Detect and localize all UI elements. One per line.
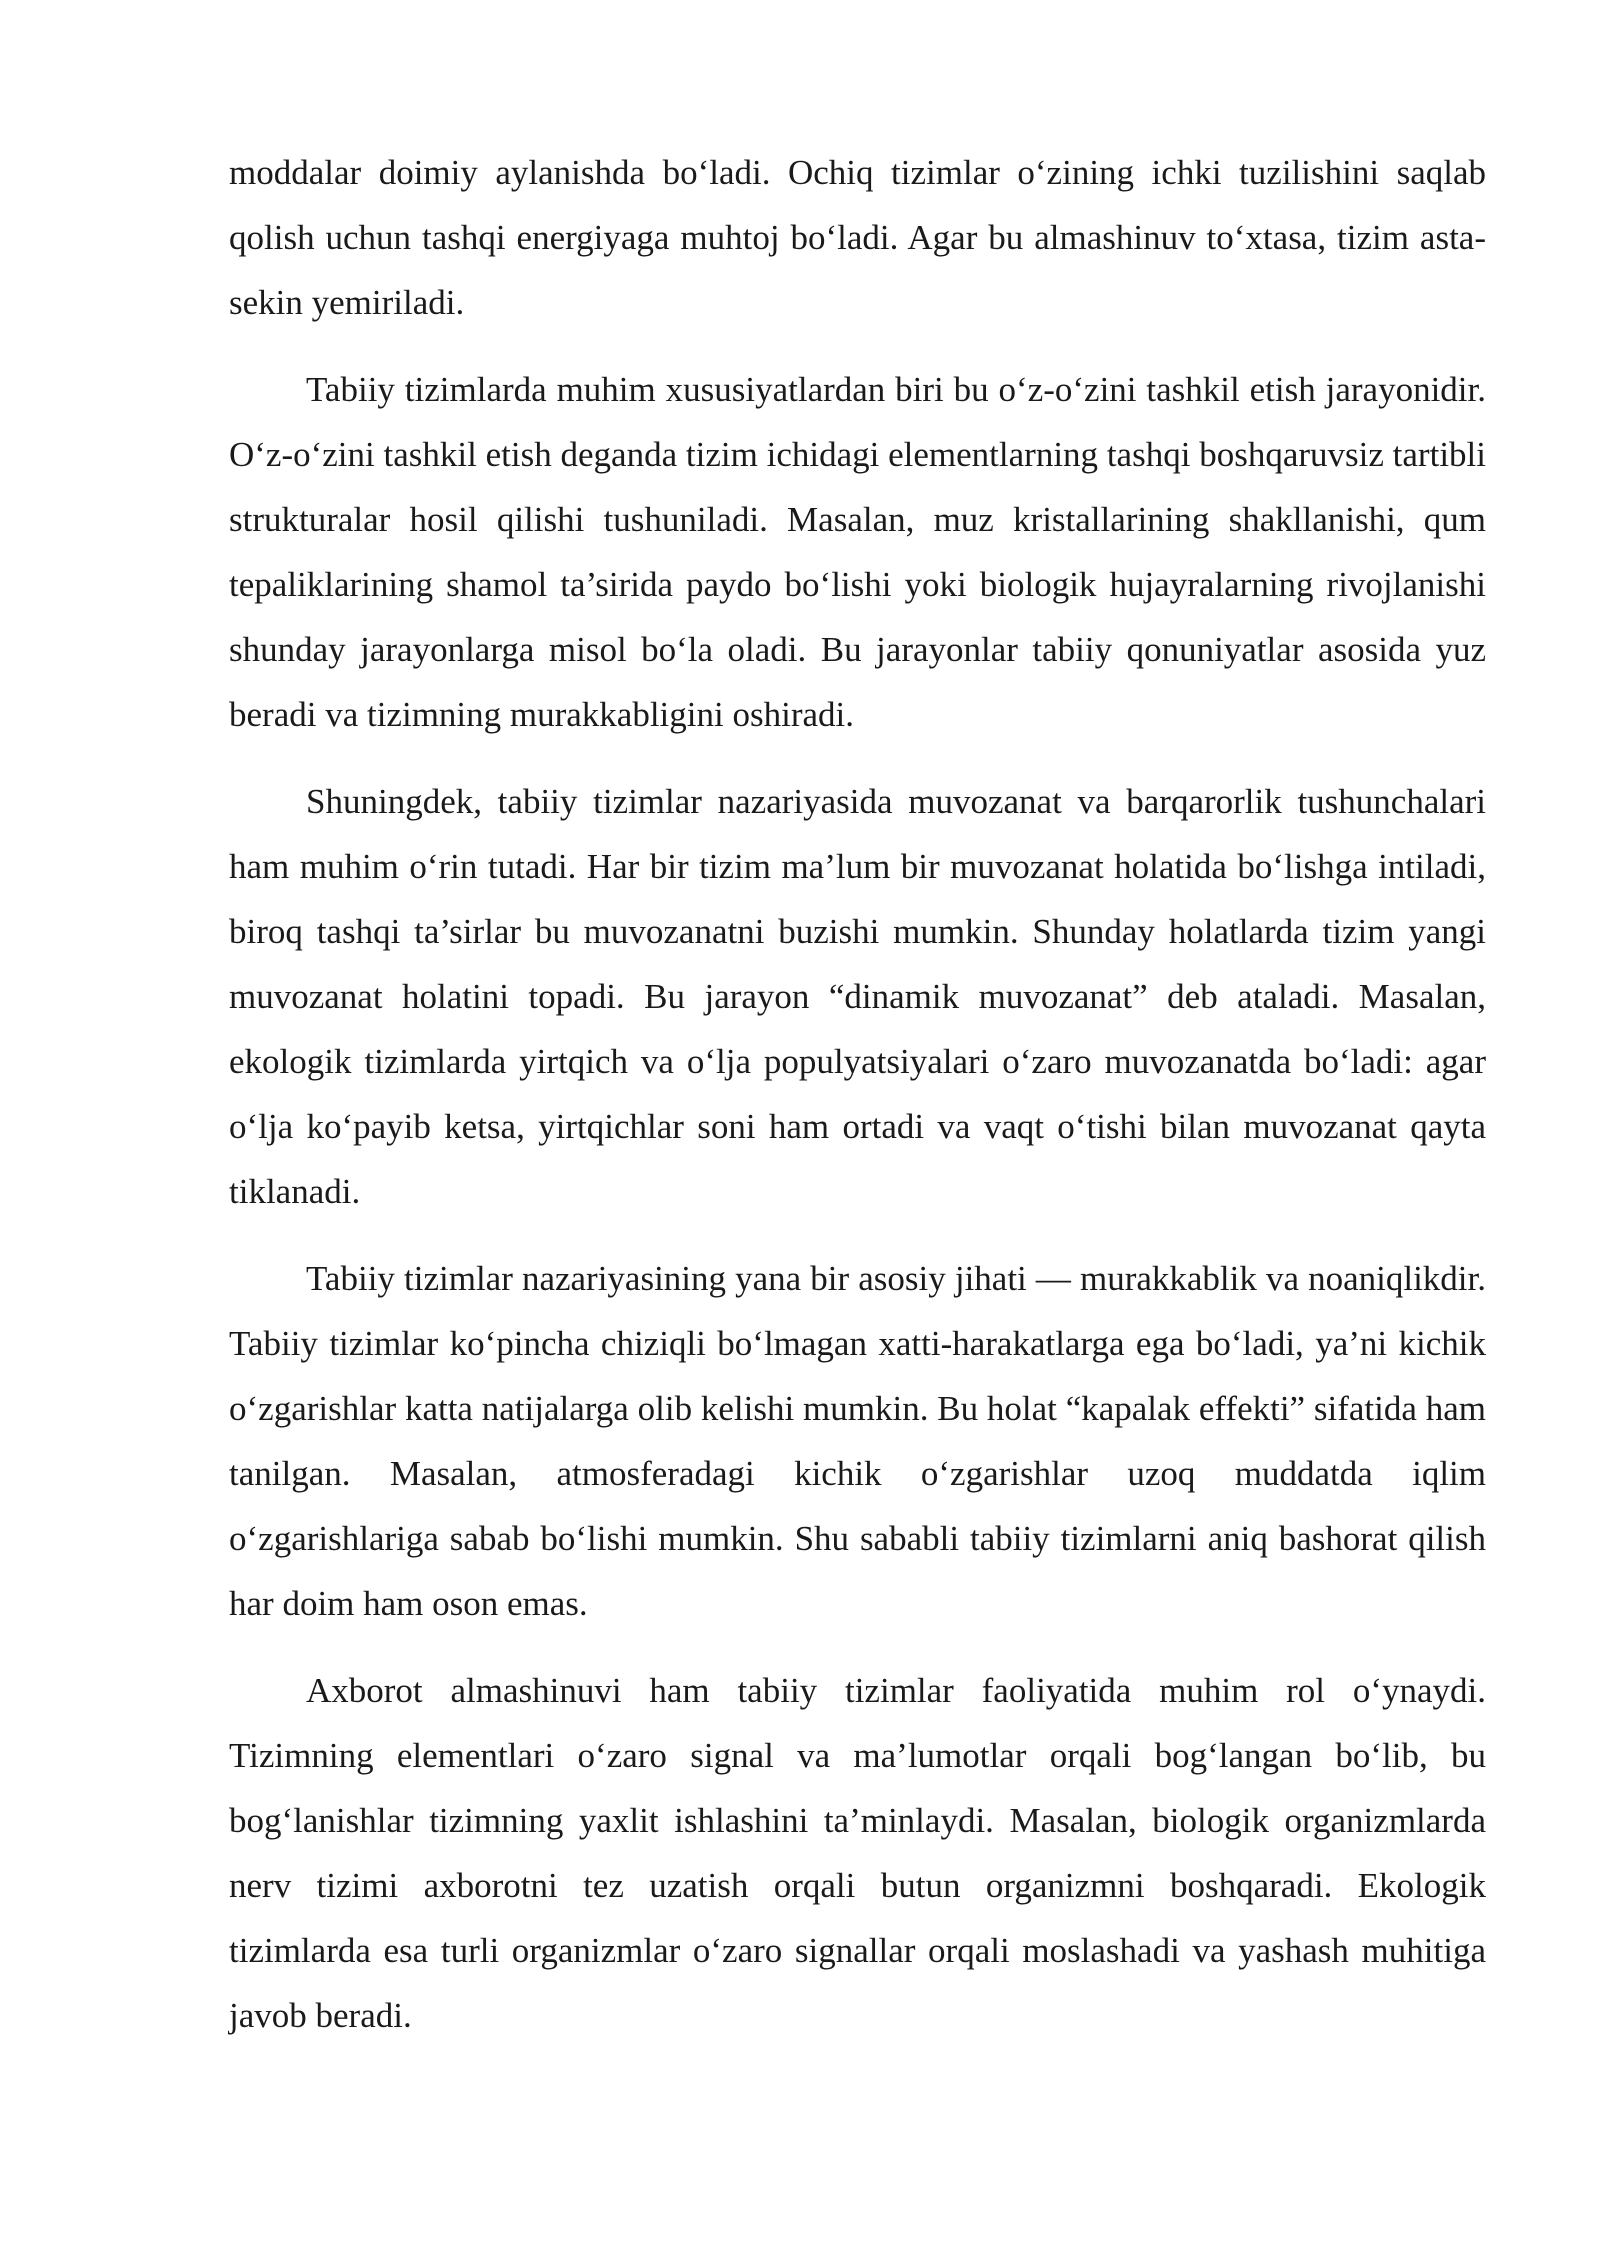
paragraph-complexity: Tabiiy tizimlar nazariyasining yana bir asosiy jihati — murakkablik va noaniqlikdir. Tabiiy tizimlar ko‘pincha chiziqli bo‘lmagan xatti-harakatlarga ega bo‘ladi, ya’ni kichik o‘zgarishlar katta natijalarga olib kelishi mumkin. Bu holat “kapalak effekti” sifatida ham tanilgan. Masalan, atmosferadagi kichik o‘zgarishlar uzoq muddatda iqlim o‘zgarishlariga sabab bo‘lishi mumkin. Shu sababli tabiiy tizimlarni aniq bashorat qilish har doim ham oson emas.: [229, 1259, 1486, 1623]
paragraph-equilibrium: Shuningdek, tabiiy tizimlar nazariyasida muvozanat va barqarorlik tushunchalari ham muhim o‘rin tutadi. Har bir tizim ma’lum bir muvozanat holatida bo‘lishga intiladi, biroq tashqi ta’sirlar bu muvozanatni buzishi mumkin. Shunday holatlarda tizim yangi muvozanat holatini topadi. Bu jarayon “dinamik muvozanat” deb ataladi. Masalan, ekologik tizimlarda yirtqich va o‘lja populyatsiyalari o‘zaro muvozanatda bo‘ladi: agar o‘lja ko‘payib ketsa, yirtqichlar soni ham ortadi va vaqt o‘tishi bilan muvozanat qayta tiklanadi.: [229, 782, 1486, 1211]
paragraph-information-exchange: Axborot almashinuvi ham tabiiy tizimlar faoliyatida muhim rol o‘ynaydi. Tizimning elementlari o‘zaro signal va ma’lumotlar orqali bog‘langan bo‘lib, bu bog‘lanishlar tizimning yaxlit ishlashini ta’minlaydi. Masalan, biologik organizmlarda nerv tizimi axborotni tez uzatish orqali butun organizmni boshqaradi. Ekologik tizimlarda esa turli organizmlar o‘zaro signallar orqali moslashadi va yashash muhitiga javob beradi.: [229, 1671, 1486, 2035]
paragraph-self-organization: Tabiiy tizimlarda muhim xususiyatlardan biri bu o‘z-o‘zini tashkil etish jarayonidir. O‘z-o‘zini tashkil etish deganda tizim ichidagi elementlarning tashqi boshqaruvsiz tartibli strukturalar hosil qilishi tushuniladi. Masalan, muz kristallarining shakllanishi, qum tepaliklarining shamol ta’sirida paydo bo‘lishi yoki biologik hujayralarning rivojlanishi shunday jarayonlarga misol bo‘la oladi. Bu jarayonlar tabiiy qonuniyatlar asosida yuz beradi va tizimning murakkabligini oshiradi.: [229, 370, 1486, 734]
document-page: [229, 140, 1486, 2070]
paragraph-continuation: moddalar doimiy aylanishda bo‘ladi. Ochiq tizimlar o‘zining ichki tuzilishini saqlab qolish uchun tashqi energiyaga muhtoj bo‘ladi. Agar bu almashinuv to‘xtasa, tizim asta-sekin yemiriladi.: [229, 153, 1486, 322]
